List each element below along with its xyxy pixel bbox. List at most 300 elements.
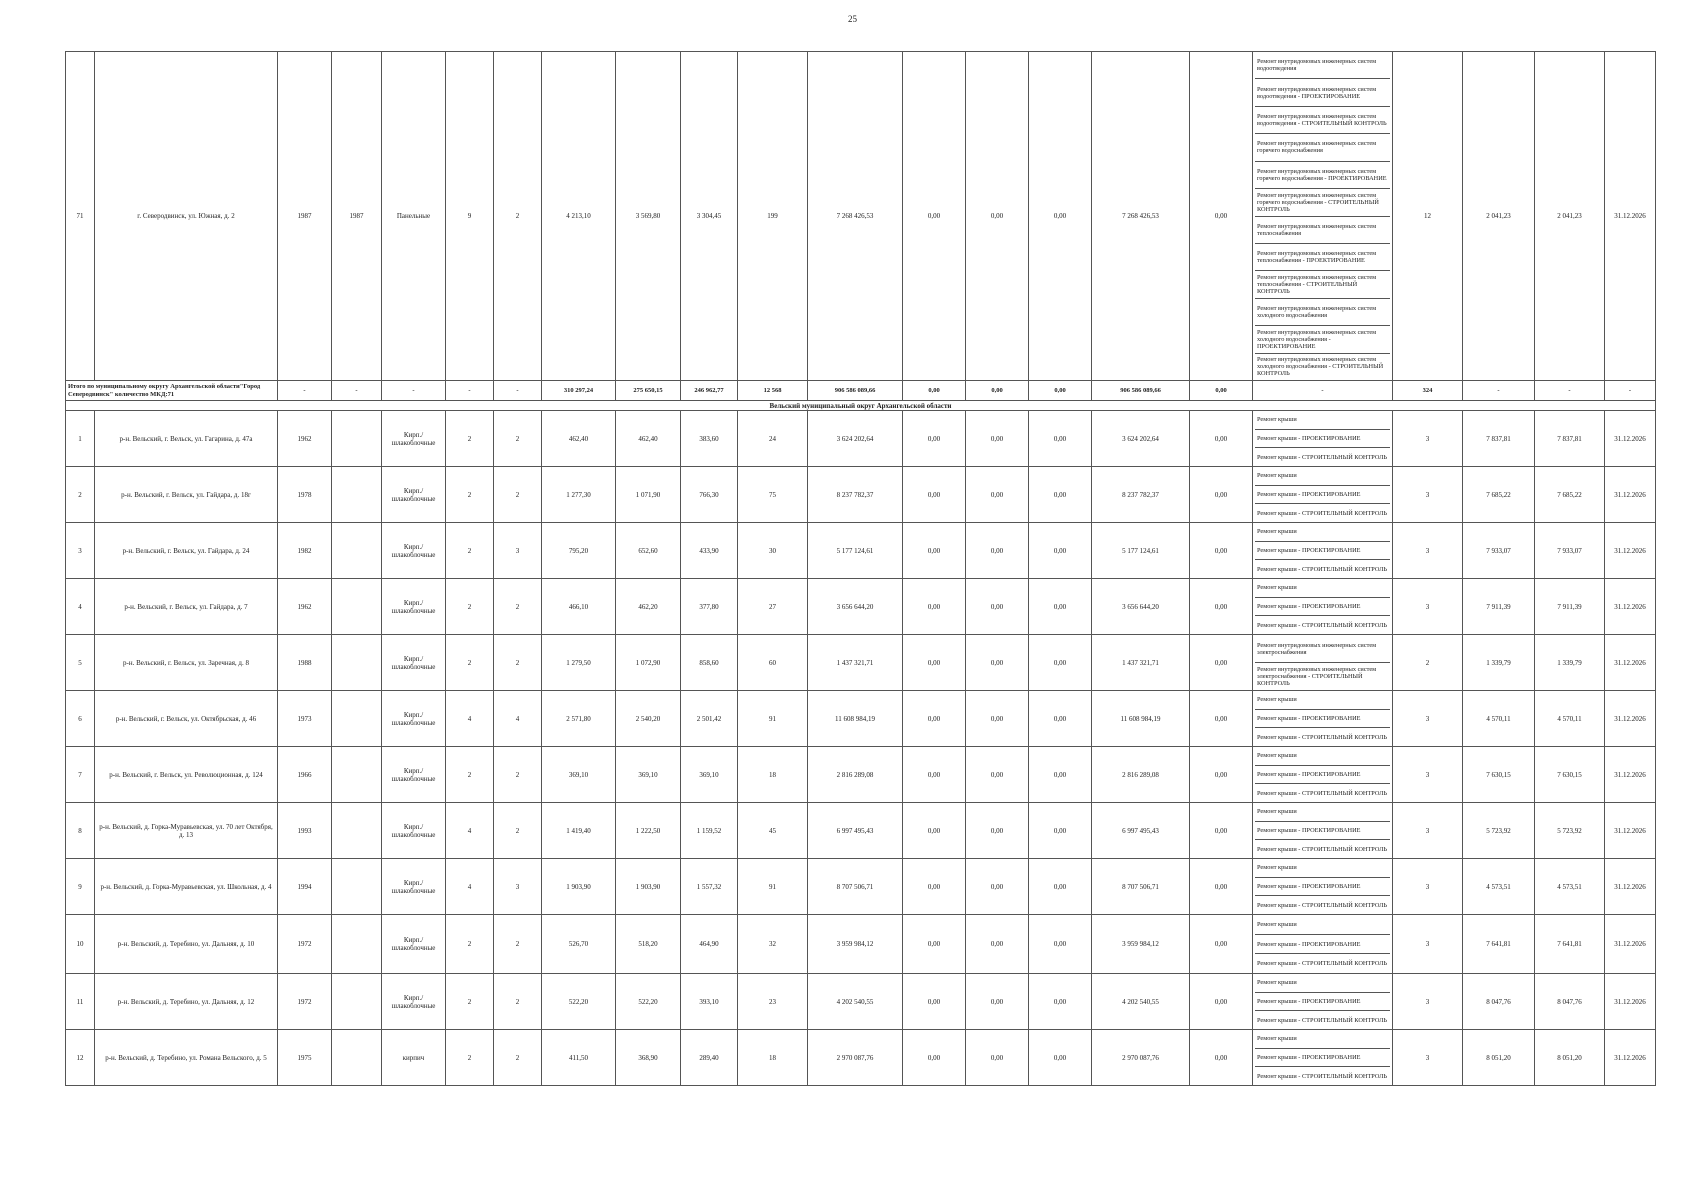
page-number: 25 [848, 14, 857, 24]
wall-material-cell: Кирп./шлакоблочные [382, 859, 446, 915]
wall-material-cell: Кирп./шлакоблочные [382, 691, 446, 747]
regional-cost-cell: 0,00 [1029, 579, 1092, 635]
work-item: Ремонт крыши [1255, 411, 1390, 430]
works-count-cell: 3 [1393, 523, 1463, 579]
work-item: Ремонт крыши - СТРОИТЕЛЬНЫЙ КОНТРОЛЬ [1257, 789, 1388, 797]
total-cost-cell: 3 624 202,64 [808, 411, 903, 467]
entrances-cell: 3 [494, 523, 542, 579]
residents-cell: 27 [738, 579, 808, 635]
floors-cell: 2 [446, 579, 494, 635]
work-item: Ремонт крыши - ПРОЕКТИРОВАНИЕ [1255, 710, 1390, 729]
entrances-cell: 4 [494, 691, 542, 747]
table-row [66, 635, 1656, 691]
address-cell: р-н. Вельский, г. Вельск, ул. Гайдара, д. 7 [95, 579, 278, 635]
year-built-cell: 1962 [278, 411, 332, 467]
wall-material-cell: Кирп./шлакоблочные [382, 915, 446, 974]
work-item: Ремонт крыши - СТРОИТЕЛЬНЫЙ КОНТРОЛЬ [1257, 901, 1388, 909]
limit-cost-cell: 2 041,23 [1535, 52, 1605, 381]
residents-cell: 24 [738, 411, 808, 467]
other-cost-cell: 0,00 [1190, 411, 1253, 467]
works-list [1255, 467, 1390, 522]
federal-cost-cell: 0,00 [966, 803, 1029, 859]
table-row [66, 1030, 1656, 1086]
residential-area-cell: 289,40 [681, 1030, 738, 1086]
year-commissioned-cell [332, 974, 382, 1030]
owners-cost-cell: 2 816 289,08 [1092, 747, 1190, 803]
floors-cell: 2 [446, 747, 494, 803]
work-item: Ремонт крыши - СТРОИТЕЛЬНЫЙ КОНТРОЛЬ [1257, 565, 1388, 573]
total-area-cell: 4 213,10 [542, 52, 616, 381]
entrances-cell: 2 [494, 1030, 542, 1086]
total-c4: 906 586 089,66 [1092, 381, 1190, 401]
owners-cost-cell: 11 608 984,19 [1092, 691, 1190, 747]
specific-cost-cell: 4 570,11 [1463, 691, 1535, 747]
specific-cost-cell: 7 837,81 [1463, 411, 1535, 467]
fund-cost-cell: 0,00 [903, 411, 966, 467]
total-cost-cell: 5 177 124,61 [808, 523, 903, 579]
living-area-cell: 462,20 [616, 579, 681, 635]
work-item: Ремонт крыши - ПРОЕКТИРОВАНИЕ [1255, 598, 1390, 617]
work-item: Ремонт внутридомовых инженерных систем водоотведения - ПРОЕКТИРОВАНИЕ [1255, 79, 1390, 106]
floors-cell: 4 [446, 691, 494, 747]
year-commissioned-cell [332, 915, 382, 974]
total-area-total: 310 297,24 [542, 381, 616, 401]
year-built-cell: 1972 [278, 974, 332, 1030]
address-cell: р-н. Вельский, д. Горка-Муравьевская, ул. Школьная, д. 4 [95, 859, 278, 915]
work-item: Ремонт крыши - ПРОЕКТИРОВАНИЕ [1255, 766, 1390, 785]
floors-cell: 2 [446, 523, 494, 579]
floors-cell: 4 [446, 859, 494, 915]
total-dash: - [494, 381, 542, 401]
work-item: Ремонт внутридомовых инженерных систем водоотведения [1255, 52, 1390, 79]
works-count-cell: 3 [1393, 691, 1463, 747]
address-cell: р-н. Вельский, г. Вельск, ул. Гагарина, д. 47а [95, 411, 278, 467]
federal-cost-cell: 0,00 [966, 1030, 1029, 1086]
federal-cost-cell: 0,00 [966, 691, 1029, 747]
specific-cost-cell: 8 051,20 [1463, 1030, 1535, 1086]
entrances-cell: 2 [494, 803, 542, 859]
table-row [66, 523, 1656, 579]
address-cell: р-н. Вельский, д. Теребино, ул. Дальняя, д. 12 [95, 974, 278, 1030]
owners-cost-cell: 2 970 087,76 [1092, 1030, 1190, 1086]
total-c1: 0,00 [903, 381, 966, 401]
total-area-cell: 1 903,90 [542, 859, 616, 915]
regional-cost-cell: 0,00 [1029, 411, 1092, 467]
total-area-cell: 1 279,50 [542, 635, 616, 691]
residential-area-cell: 433,90 [681, 523, 738, 579]
limit-cost-cell: 5 723,92 [1535, 803, 1605, 859]
wall-material-cell: Панельные [382, 52, 446, 381]
wall-material-cell: Кирп./шлакоблочные [382, 411, 446, 467]
total-area-living: 275 650,15 [616, 381, 681, 401]
total-cost-cell: 11 608 984,19 [808, 691, 903, 747]
total-residents: 12 568 [738, 381, 808, 401]
federal-cost-cell: 0,00 [966, 52, 1029, 381]
limit-cost-cell: 7 933,07 [1535, 523, 1605, 579]
works-count-cell: 2 [1393, 635, 1463, 691]
total-area-res: 246 962,77 [681, 381, 738, 401]
work-item: Ремонт внутридомовых инженерных систем горячего водоснабжения - СТРОИТЕЛЬНЫЙ КОНТРОЛЬ [1255, 189, 1390, 216]
federal-cost-cell: 0,00 [966, 859, 1029, 915]
work-item: Ремонт крыши - СТРОИТЕЛЬНЫЙ КОНТРОЛЬ [1257, 621, 1388, 629]
work-item: Ремонт крыши [1255, 747, 1390, 766]
residents-cell: 18 [738, 747, 808, 803]
floors-cell: 2 [446, 467, 494, 523]
work-item: Ремонт крыши - СТРОИТЕЛЬНЫЙ КОНТРОЛЬ [1257, 453, 1388, 461]
limit-cost-cell: 7 837,81 [1535, 411, 1605, 467]
specific-cost-cell: 8 047,76 [1463, 974, 1535, 1030]
limit-cost-cell: 7 685,22 [1535, 467, 1605, 523]
works-list-cell [1253, 52, 1393, 381]
address-cell: р-н. Вельский, д. Горка-Муравьевская, ул. 70 лет Октября, д. 13 [95, 803, 278, 859]
fund-cost-cell: 0,00 [903, 52, 966, 381]
total-cost: 906 586 089,66 [808, 381, 903, 401]
total-area-cell: 522,20 [542, 974, 616, 1030]
works-list-cell [1253, 523, 1393, 579]
entrances-cell: 2 [494, 747, 542, 803]
federal-cost-cell: 0,00 [966, 411, 1029, 467]
residential-area-cell: 377,80 [681, 579, 738, 635]
row-number: 8 [66, 803, 95, 859]
works-count-cell: 12 [1393, 52, 1463, 381]
residential-area-cell: 858,60 [681, 635, 738, 691]
floors-cell: 2 [446, 915, 494, 974]
address-cell: р-н. Вельский, г. Вельск, ул. Гайдара, д. 18г [95, 467, 278, 523]
entrances-cell: 2 [494, 974, 542, 1030]
section-title: Вельский муниципальный округ Архангельской области [66, 401, 1656, 411]
work-item: Ремонт крыши [1255, 974, 1390, 993]
other-cost-cell: 0,00 [1190, 579, 1253, 635]
floors-cell: 2 [446, 974, 494, 1030]
total-dash: - [1463, 381, 1535, 401]
deadline-cell: 31.12.2026 [1605, 974, 1656, 1030]
work-item: Ремонт внутридомовых инженерных систем теплоснабжения [1255, 217, 1390, 244]
other-cost-cell: 0,00 [1190, 859, 1253, 915]
wall-material-cell: Кирп./шлакоблочные [382, 579, 446, 635]
regional-cost-cell: 0,00 [1029, 523, 1092, 579]
other-cost-cell: 0,00 [1190, 1030, 1253, 1086]
federal-cost-cell: 0,00 [966, 635, 1029, 691]
limit-cost-cell: 7 911,39 [1535, 579, 1605, 635]
total-cost-cell: 1 437 321,71 [808, 635, 903, 691]
work-item: Ремонт внутридомовых инженерных систем горячего водоснабжения [1255, 134, 1390, 161]
works-list-cell [1253, 747, 1393, 803]
total-dash: - [332, 381, 382, 401]
other-cost-cell: 0,00 [1190, 747, 1253, 803]
regional-cost-cell: 0,00 [1029, 635, 1092, 691]
federal-cost-cell: 0,00 [966, 747, 1029, 803]
work-item: Ремонт крыши - ПРОЕКТИРОВАНИЕ [1255, 935, 1390, 955]
total-works-count: 324 [1393, 381, 1463, 401]
works-list [1255, 579, 1390, 634]
work-item: Ремонт крыши - СТРОИТЕЛЬНЫЙ КОНТРОЛЬ [1257, 509, 1388, 517]
works-list-cell [1253, 691, 1393, 747]
federal-cost-cell: 0,00 [966, 523, 1029, 579]
fund-cost-cell: 0,00 [903, 803, 966, 859]
other-cost-cell: 0,00 [1190, 974, 1253, 1030]
table-row [66, 579, 1656, 635]
regional-cost-cell: 0,00 [1029, 467, 1092, 523]
residential-area-cell: 766,30 [681, 467, 738, 523]
entrances-cell: 2 [494, 467, 542, 523]
regional-cost-cell: 0,00 [1029, 691, 1092, 747]
wall-material-cell: Кирп./шлакоблочные [382, 467, 446, 523]
other-cost-cell: 0,00 [1190, 691, 1253, 747]
owners-cost-cell: 3 624 202,64 [1092, 411, 1190, 467]
total-area-cell: 466,10 [542, 579, 616, 635]
works-count-cell: 3 [1393, 803, 1463, 859]
works-list-cell [1253, 974, 1393, 1030]
total-cost-cell: 8 237 782,37 [808, 467, 903, 523]
year-commissioned-cell [332, 691, 382, 747]
entrances-cell: 2 [494, 411, 542, 467]
works-list [1255, 1030, 1390, 1085]
residential-area-cell: 3 304,45 [681, 52, 738, 381]
year-built-cell: 1994 [278, 859, 332, 915]
year-commissioned-cell [332, 747, 382, 803]
entrances-cell: 2 [494, 579, 542, 635]
year-built-cell: 1987 [278, 52, 332, 381]
other-cost-cell: 0,00 [1190, 467, 1253, 523]
table-row [66, 691, 1656, 747]
works-list [1255, 803, 1390, 858]
total-cost-cell: 8 707 506,71 [808, 859, 903, 915]
residents-cell: 199 [738, 52, 808, 381]
work-item: Ремонт крыши - СТРОИТЕЛЬНЫЙ КОНТРОЛЬ [1257, 1072, 1388, 1080]
year-commissioned-cell [332, 411, 382, 467]
work-item: Ремонт внутридомовых инженерных систем холодного водоснабжения [1255, 299, 1390, 326]
works-count-cell: 3 [1393, 974, 1463, 1030]
entrances-cell: 2 [494, 635, 542, 691]
other-cost-cell: 0,00 [1190, 635, 1253, 691]
total-area-cell: 462,40 [542, 411, 616, 467]
fund-cost-cell: 0,00 [903, 974, 966, 1030]
work-item: Ремонт крыши - СТРОИТЕЛЬНЫЙ КОНТРОЛЬ [1257, 1016, 1388, 1024]
work-item: Ремонт крыши [1255, 467, 1390, 486]
owners-cost-cell: 4 202 540,55 [1092, 974, 1190, 1030]
row-number: 12 [66, 1030, 95, 1086]
residents-cell: 91 [738, 859, 808, 915]
total-area-cell: 2 571,80 [542, 691, 616, 747]
year-commissioned-cell [332, 1030, 382, 1086]
work-item: Ремонт внутридомовых инженерных систем горячего водоснабжения - ПРОЕКТИРОВАНИЕ [1255, 162, 1390, 189]
total-cost-cell: 6 997 495,43 [808, 803, 903, 859]
capital-repair-table [65, 51, 1656, 1086]
floors-cell: 2 [446, 1030, 494, 1086]
year-commissioned-cell [332, 467, 382, 523]
works-count-cell: 3 [1393, 579, 1463, 635]
address-cell: г. Северодвинск, ул. Южная, д. 2 [95, 52, 278, 381]
works-list [1255, 523, 1390, 578]
regional-cost-cell: 0,00 [1029, 803, 1092, 859]
residential-area-cell: 1 159,52 [681, 803, 738, 859]
living-area-cell: 1 903,90 [616, 859, 681, 915]
living-area-cell: 1 071,90 [616, 467, 681, 523]
address-cell: р-н. Вельский, д. Теребино, ул. Дальняя, д. 10 [95, 915, 278, 974]
living-area-cell: 522,20 [616, 974, 681, 1030]
wall-material-cell: Кирп./шлакоблочные [382, 747, 446, 803]
year-commissioned-cell: 1987 [332, 52, 382, 381]
specific-cost-cell: 7 641,81 [1463, 915, 1535, 974]
owners-cost-cell: 5 177 124,61 [1092, 523, 1190, 579]
total-row [66, 381, 1656, 401]
limit-cost-cell: 8 051,20 [1535, 1030, 1605, 1086]
owners-cost-cell: 7 268 426,53 [1092, 52, 1190, 381]
work-item: Ремонт внутридомовых инженерных систем теплоснабжения - ПРОЕКТИРОВАНИЕ [1255, 244, 1390, 271]
works-list [1255, 635, 1390, 690]
regional-cost-cell: 0,00 [1029, 1030, 1092, 1086]
total-c3: 0,00 [1029, 381, 1092, 401]
row-number: 3 [66, 523, 95, 579]
deadline-cell: 31.12.2026 [1605, 411, 1656, 467]
year-built-cell: 1973 [278, 691, 332, 747]
deadline-cell: 31.12.2026 [1605, 1030, 1656, 1086]
federal-cost-cell: 0,00 [966, 974, 1029, 1030]
year-built-cell: 1966 [278, 747, 332, 803]
living-area-cell: 3 569,80 [616, 52, 681, 381]
row-number: 71 [66, 52, 95, 381]
total-dash: - [446, 381, 494, 401]
residential-area-cell: 2 501,42 [681, 691, 738, 747]
fund-cost-cell: 0,00 [903, 747, 966, 803]
limit-cost-cell: 7 630,15 [1535, 747, 1605, 803]
work-item: Ремонт внутридомовых инженерных систем холодного водоснабжения - ПРОЕКТИРОВАНИЕ [1255, 326, 1390, 353]
owners-cost-cell: 8 707 506,71 [1092, 859, 1190, 915]
total-cost-cell: 2 816 289,08 [808, 747, 903, 803]
year-commissioned-cell [332, 635, 382, 691]
deadline-cell: 31.12.2026 [1605, 915, 1656, 974]
works-count-cell: 3 [1393, 747, 1463, 803]
works-list [1255, 859, 1390, 914]
residential-area-cell: 369,10 [681, 747, 738, 803]
federal-cost-cell: 0,00 [966, 467, 1029, 523]
row-number: 9 [66, 859, 95, 915]
limit-cost-cell: 4 573,51 [1535, 859, 1605, 915]
work-item: Ремонт крыши - ПРОЕКТИРОВАНИЕ [1255, 486, 1390, 505]
works-list [1255, 915, 1390, 973]
entrances-cell: 2 [494, 52, 542, 381]
table-row [66, 467, 1656, 523]
table-row [66, 859, 1656, 915]
table-row [66, 915, 1656, 974]
other-cost-cell: 0,00 [1190, 803, 1253, 859]
total-c2: 0,00 [966, 381, 1029, 401]
work-item: Ремонт крыши [1255, 803, 1390, 822]
total-area-cell: 1 419,40 [542, 803, 616, 859]
regional-cost-cell: 0,00 [1029, 859, 1092, 915]
row-number: 4 [66, 579, 95, 635]
entrances-cell: 2 [494, 915, 542, 974]
owners-cost-cell: 3 959 984,12 [1092, 915, 1190, 974]
work-item: Ремонт крыши - ПРОЕКТИРОВАНИЕ [1255, 993, 1390, 1012]
residents-cell: 23 [738, 974, 808, 1030]
wall-material-cell: Кирп./шлакоблочные [382, 635, 446, 691]
works-count-cell: 3 [1393, 1030, 1463, 1086]
year-built-cell: 1978 [278, 467, 332, 523]
works-list-cell [1253, 859, 1393, 915]
row-number: 7 [66, 747, 95, 803]
year-built-cell: 1982 [278, 523, 332, 579]
row-number: 2 [66, 467, 95, 523]
section-row [66, 401, 1656, 411]
works-list-cell [1253, 915, 1393, 974]
federal-cost-cell: 0,00 [966, 579, 1029, 635]
row-number: 1 [66, 411, 95, 467]
works-list [1255, 52, 1390, 380]
living-area-cell: 368,90 [616, 1030, 681, 1086]
year-built-cell: 1975 [278, 1030, 332, 1086]
floors-cell: 2 [446, 411, 494, 467]
deadline-cell: 31.12.2026 [1605, 467, 1656, 523]
work-item: Ремонт внутридомовых инженерных систем теплоснабжения - СТРОИТЕЛЬНЫЙ КОНТРОЛЬ [1255, 271, 1390, 298]
deadline-cell: 31.12.2026 [1605, 803, 1656, 859]
living-area-cell: 1 072,90 [616, 635, 681, 691]
total-area-cell: 411,50 [542, 1030, 616, 1086]
specific-cost-cell: 4 573,51 [1463, 859, 1535, 915]
table-row [66, 747, 1656, 803]
table-row [66, 411, 1656, 467]
address-cell: р-н. Вельский, г. Вельск, ул. Гайдара, д. 24 [95, 523, 278, 579]
owners-cost-cell: 1 437 321,71 [1092, 635, 1190, 691]
work-item: Ремонт внутридомовых инженерных систем холодного водоснабжения - СТРОИТЕЛЬНЫЙ КОНТРОЛЬ [1257, 356, 1384, 378]
residents-cell: 30 [738, 523, 808, 579]
work-item: Ремонт крыши [1255, 915, 1390, 935]
work-item: Ремонт крыши - СТРОИТЕЛЬНЫЙ КОНТРОЛЬ [1257, 845, 1388, 853]
owners-cost-cell: 8 237 782,37 [1092, 467, 1190, 523]
work-item: Ремонт крыши - ПРОЕКТИРОВАНИЕ [1255, 542, 1390, 561]
residential-area-cell: 464,90 [681, 915, 738, 974]
residential-area-cell: 383,60 [681, 411, 738, 467]
total-dash: - [382, 381, 446, 401]
specific-cost-cell: 7 911,39 [1463, 579, 1535, 635]
work-item: Ремонт внутридомовых инженерных систем электроснабжения [1255, 635, 1390, 663]
wall-material-cell: Кирп./шлакоблочные [382, 523, 446, 579]
living-area-cell: 462,40 [616, 411, 681, 467]
fund-cost-cell: 0,00 [903, 915, 966, 974]
work-item: Ремонт крыши - ПРОЕКТИРОВАНИЕ [1255, 430, 1390, 449]
work-item: Ремонт крыши [1255, 691, 1390, 710]
specific-cost-cell: 1 339,79 [1463, 635, 1535, 691]
deadline-cell: 31.12.2026 [1605, 52, 1656, 381]
total-cost-cell: 3 656 644,20 [808, 579, 903, 635]
regional-cost-cell: 0,00 [1029, 747, 1092, 803]
floors-cell: 2 [446, 635, 494, 691]
fund-cost-cell: 0,00 [903, 859, 966, 915]
year-built-cell: 1993 [278, 803, 332, 859]
deadline-cell: 31.12.2026 [1605, 523, 1656, 579]
works-count-cell: 3 [1393, 859, 1463, 915]
work-item: Ремонт крыши [1255, 1030, 1390, 1049]
residents-cell: 32 [738, 915, 808, 974]
work-item: Ремонт внутридомовых инженерных систем водоотведения - СТРОИТЕЛЬНЫЙ КОНТРОЛЬ [1255, 107, 1390, 134]
floors-cell: 9 [446, 52, 494, 381]
living-area-cell: 652,60 [616, 523, 681, 579]
specific-cost-cell: 7 630,15 [1463, 747, 1535, 803]
works-list [1255, 747, 1390, 802]
work-item: Ремонт внутридомовых инженерных систем электроснабжения - СТРОИТЕЛЬНЫЙ КОНТРОЛЬ [1257, 666, 1377, 687]
works-list-cell [1253, 635, 1393, 691]
address-cell: р-н. Вельский, г. Вельск, ул. Заречная, д. 8 [95, 635, 278, 691]
regional-cost-cell: 0,00 [1029, 915, 1092, 974]
works-list-cell [1253, 579, 1393, 635]
limit-cost-cell: 7 641,81 [1535, 915, 1605, 974]
row-number: 10 [66, 915, 95, 974]
other-cost-cell: 0,00 [1190, 523, 1253, 579]
residential-area-cell: 393,10 [681, 974, 738, 1030]
living-area-cell: 1 222,50 [616, 803, 681, 859]
living-area-cell: 518,20 [616, 915, 681, 974]
total-dash: - [1605, 381, 1656, 401]
